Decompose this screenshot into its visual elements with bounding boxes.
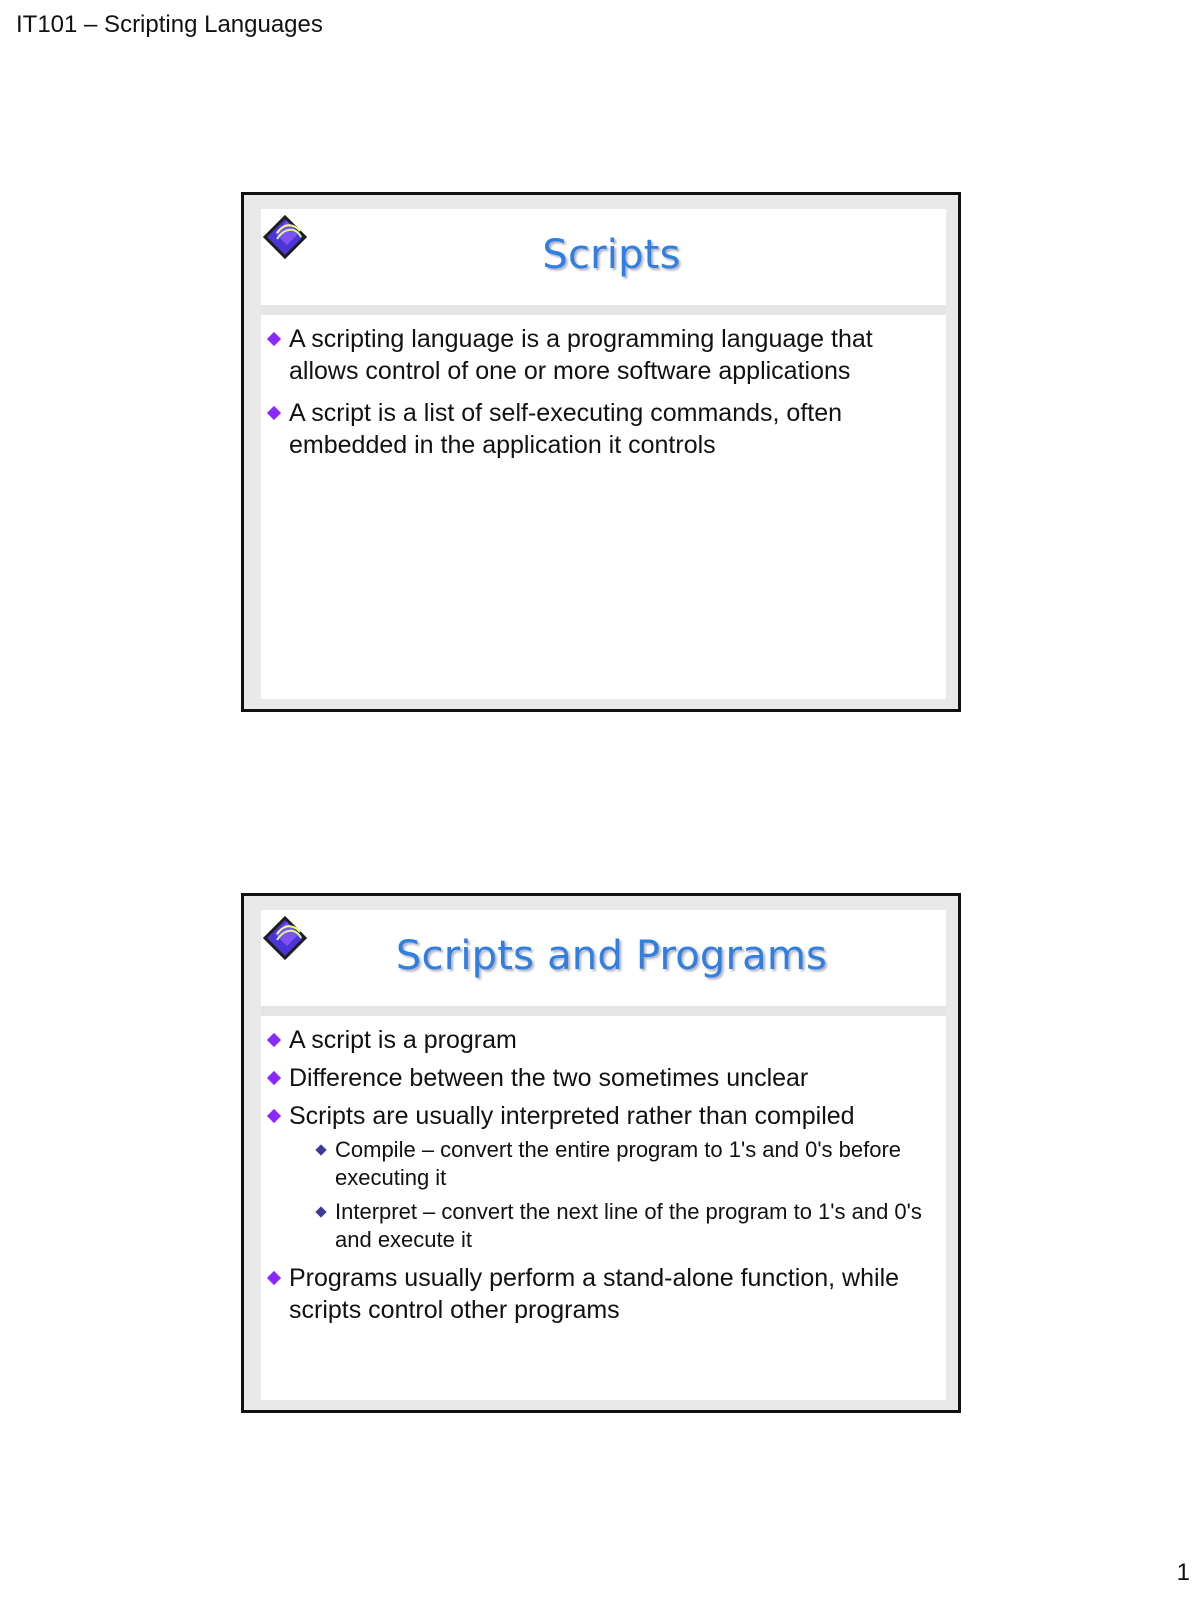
bullet-text: Difference between the two sometimes unclear bbox=[289, 1064, 809, 1092]
diamond-bullet-icon bbox=[267, 1271, 281, 1285]
diamond-bullet-icon bbox=[267, 1109, 281, 1123]
sub-bullet-list bbox=[317, 1136, 934, 1254]
bullet-text: Programs usually perform a stand-alone function, while scripts control other programs bbox=[289, 1264, 900, 1324]
slide-content bbox=[269, 1024, 934, 1388]
bullet-text: A scripting language is a programming language that allows control of one or more software applications bbox=[289, 325, 873, 385]
small-diamond-bullet-icon bbox=[315, 1206, 326, 1217]
sub-bullet-text: – convert the next line of the program to 1's and 0's and execute it bbox=[335, 1199, 922, 1252]
bullet-item bbox=[269, 1062, 934, 1094]
bullet-text: A script is a list of self-executing commands, often embedded in the application it controls bbox=[289, 399, 843, 459]
bullet-text: Scripts are usually interpreted rather than compiled bbox=[289, 1102, 855, 1130]
bullet-item bbox=[269, 1100, 934, 1254]
slide-title: Scripts bbox=[542, 232, 681, 278]
sub-bullet-item bbox=[317, 1136, 934, 1192]
bullet-item bbox=[269, 1262, 934, 1326]
diamond-emblem-icon bbox=[261, 910, 325, 974]
slide-scripts-and-programs bbox=[241, 893, 961, 1413]
document-header: IT101 – Scripting Languages bbox=[16, 11, 323, 38]
bullet-list bbox=[269, 323, 934, 461]
slide-title: Scripts and Programs bbox=[395, 933, 828, 979]
title-divider bbox=[261, 305, 946, 315]
page-number: 1 bbox=[1176, 1559, 1190, 1586]
title-divider bbox=[261, 1006, 946, 1016]
slide-inner bbox=[261, 910, 946, 1400]
slide-scripts bbox=[241, 192, 961, 712]
bullet-list bbox=[269, 1024, 934, 1326]
slide-content bbox=[269, 323, 934, 687]
sub-bullet-term: Interpret bbox=[335, 1199, 417, 1224]
sub-bullet-text: – convert the entire program to 1's and 0's before executing it bbox=[335, 1137, 902, 1190]
diamond-bullet-icon bbox=[267, 406, 281, 420]
bullet-item bbox=[269, 397, 934, 461]
diamond-emblem-icon bbox=[261, 209, 325, 273]
slide-title-band bbox=[261, 209, 946, 301]
sub-bullet-term: Compile bbox=[335, 1137, 416, 1162]
bullet-item bbox=[269, 1024, 934, 1056]
slide-title-band bbox=[261, 910, 946, 1002]
small-diamond-bullet-icon bbox=[315, 1144, 326, 1155]
bullet-text: A script is a program bbox=[289, 1026, 517, 1054]
diamond-bullet-icon bbox=[267, 1071, 281, 1085]
bullet-item bbox=[269, 323, 934, 387]
diamond-bullet-icon bbox=[267, 1033, 281, 1047]
diamond-bullet-icon bbox=[267, 332, 281, 346]
slide-inner bbox=[261, 209, 946, 699]
sub-bullet-item bbox=[317, 1198, 934, 1254]
